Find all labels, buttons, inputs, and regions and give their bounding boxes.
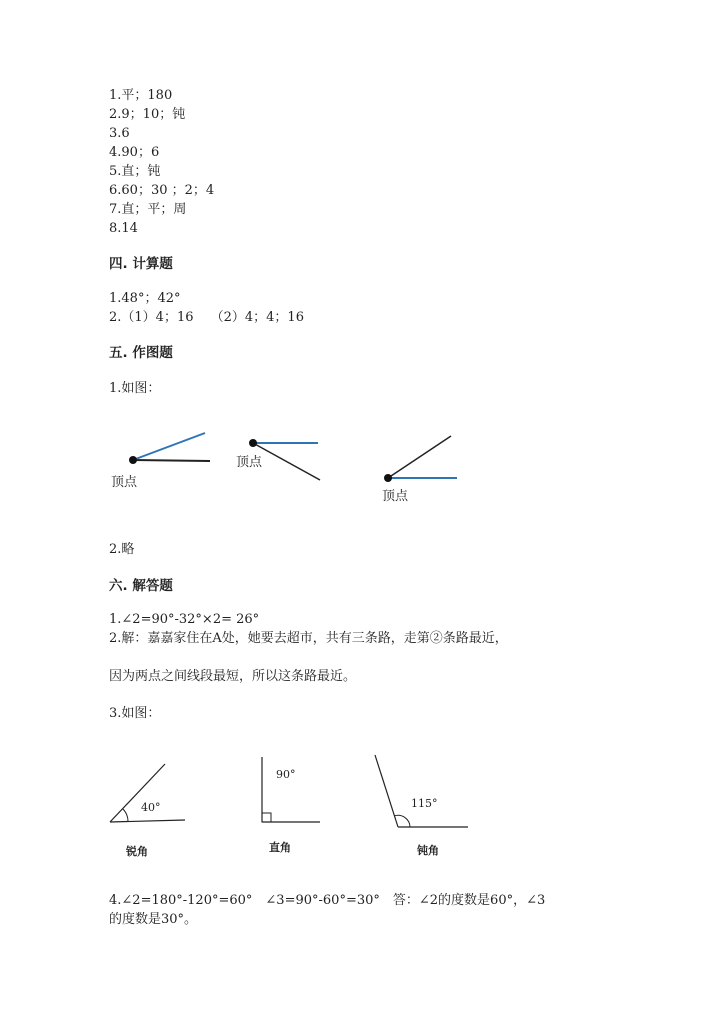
answer-line: 5.直；钝 <box>109 164 161 179</box>
answer-line: 7.直；平；周 <box>109 202 187 217</box>
answer-line: 4.∠2=180°-120°=60° ∠3=90°-60°=30° 答：∠2的度数是60°，∠3 <box>109 893 546 908</box>
section-heading: 五. 作图题 <box>109 345 173 361</box>
answer-line: 2.略 <box>109 542 135 557</box>
vertex-label: 顶点 <box>382 489 409 504</box>
answer-line: 1.∠2=90°-32°×2= 26° <box>109 612 260 627</box>
answer-line: 1.平；180 <box>109 88 173 103</box>
answer-line: 2.（1）4；16 （2）4；4；16 <box>109 310 304 325</box>
ray-figure-2 <box>236 439 320 480</box>
answer-line: 1.48°；42° <box>109 291 181 306</box>
ray-figure-1 <box>111 433 210 490</box>
answer-line: 2.解：嘉嘉家住在A处，她要去超市，共有三条路，走第②条路最近， <box>109 631 508 646</box>
obtuse-angle-figure <box>375 755 468 857</box>
angle-name: 锐角 <box>126 845 148 858</box>
answer-line: 4.90；6 <box>109 145 160 160</box>
ray-figure-3 <box>382 436 457 504</box>
angle-degree: 115° <box>411 797 438 810</box>
angle-name: 钝角 <box>417 844 439 857</box>
answer-line: 的度数是30°。 <box>109 912 198 927</box>
answer-line: 因为两点之间线段最短，所以这条路最近。 <box>109 669 357 684</box>
angle-degree: 90° <box>276 768 296 781</box>
angle-degree: 40° <box>141 801 161 814</box>
answer-line: 1.如图： <box>109 381 161 396</box>
answer-line: 8.14 <box>109 221 138 236</box>
answer-line: 2.9；10；钝 <box>109 107 186 122</box>
answer-line: 3.如图： <box>109 706 161 721</box>
section-heading: 六. 解答题 <box>109 578 173 594</box>
angle-name: 直角 <box>269 841 291 854</box>
right-angle-figure <box>262 757 320 854</box>
acute-angle-figure <box>110 764 185 858</box>
section-heading: 四. 计算题 <box>109 256 173 272</box>
vertex-label: 顶点 <box>236 455 263 470</box>
answer-line: 3.6 <box>109 126 130 141</box>
vertex-label: 顶点 <box>111 475 138 490</box>
answer-line: 6.60；30 ；2；4 <box>109 183 215 198</box>
